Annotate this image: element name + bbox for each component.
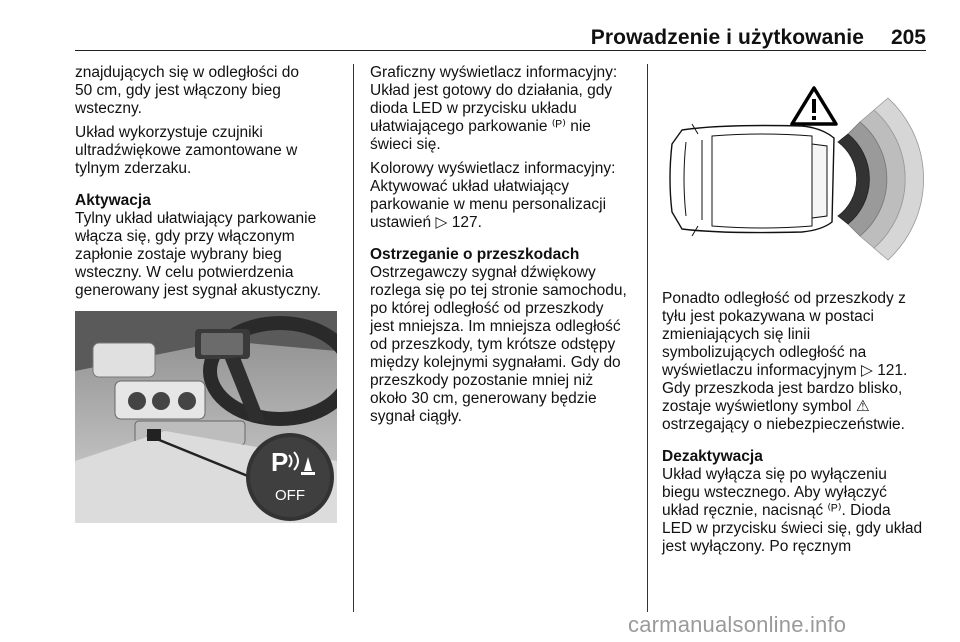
- parking-p-icon: P: [271, 447, 289, 477]
- paragraph: Ostrzegawczy sygnał dźwiękowy rozlega się po tej stronie samochodu, po której odległość od przeszkody jest mniejsza. Im mniejsza odległość od przeszkody, tym krótsze odstępy między kolejnymi sygnałami. Gdy do przeszkody pozostanie mniej niż około 30 cm, generowany będzie sygnał ciągły.: [370, 264, 627, 425]
- paragraph: Układ wyłącza się po wyłączeniu biegu wstecznego. Aby wyłączyć układ ręcznie, nacisnąć ⁽ᴾ⁾. Dioda LED w przycisku świeci się, gdy układ jest wyłączony. Po ręcznym: [662, 466, 923, 555]
- paragraph: znajdujących się w odległości do 50 cm, gdy jest włączony bieg wsteczny.: [75, 64, 300, 117]
- dashboard-illustration: [75, 311, 337, 523]
- column-middle: [370, 64, 638, 432]
- column-divider: [353, 64, 354, 612]
- page-number: 205: [890, 26, 926, 49]
- paragraph: Graficzny wyświetlacz informacyjny: Układ jest gotowy do działania, gdy dioda LED w przycisku układu ułatwiającego parkowanie ⁽ᴾ⁾ nie świeci się.: [370, 64, 618, 153]
- paragraph: Tylny układ ułatwiający parkowanie włącza się, gdy przy włączonym zapłonie zostaje wybrany bieg wsteczny. W celu potwierdzenia generowany jest sygnał akustyczny.: [75, 210, 322, 299]
- section-heading-deactivation: Dezaktywacja: [662, 448, 763, 465]
- watermark: carmanualsonline.info: [628, 612, 847, 637]
- column-divider: [647, 64, 648, 612]
- page-header: [75, 26, 926, 51]
- section-heading-activation: Aktywacja: [75, 192, 151, 209]
- section-heading-obstacle-warning: Ostrzeganie o przeszkodach: [370, 246, 580, 263]
- car-top-view: [670, 124, 834, 236]
- warning-triangle-icon: [792, 88, 836, 124]
- paragraph: Układ wykorzystuje czujniki ultradźwiękowe zamontowane w tylnym zderzaku.: [75, 124, 298, 177]
- page-title: Prowadzenie i użytkowanie: [590, 26, 864, 49]
- paragraph: Kolorowy wyświetlacz informacyjny: Aktywować układ ułatwiający parkowanie w menu personalizacji ustawień ▷ 127.: [370, 160, 616, 231]
- button-off-label: OFF: [275, 487, 305, 504]
- parking-distance-illustration: [662, 84, 926, 264]
- paragraph: Ponadto odległość od przeszkody z tyłu jest pokazywana w postaci zmieniających się linii symbolizujących odległość na wyświetlaczu informacyjnym ▷ 121. Gdy przeszkoda jest bardzo blisko, zostaje wyświetlony symbol ⚠ ostrzegający o niebezpieczeństwie.: [662, 290, 908, 433]
- distance-arcs: [838, 98, 924, 260]
- dashboard-photo: [75, 311, 337, 523]
- column-right: [662, 290, 932, 562]
- column-left: [75, 64, 345, 306]
